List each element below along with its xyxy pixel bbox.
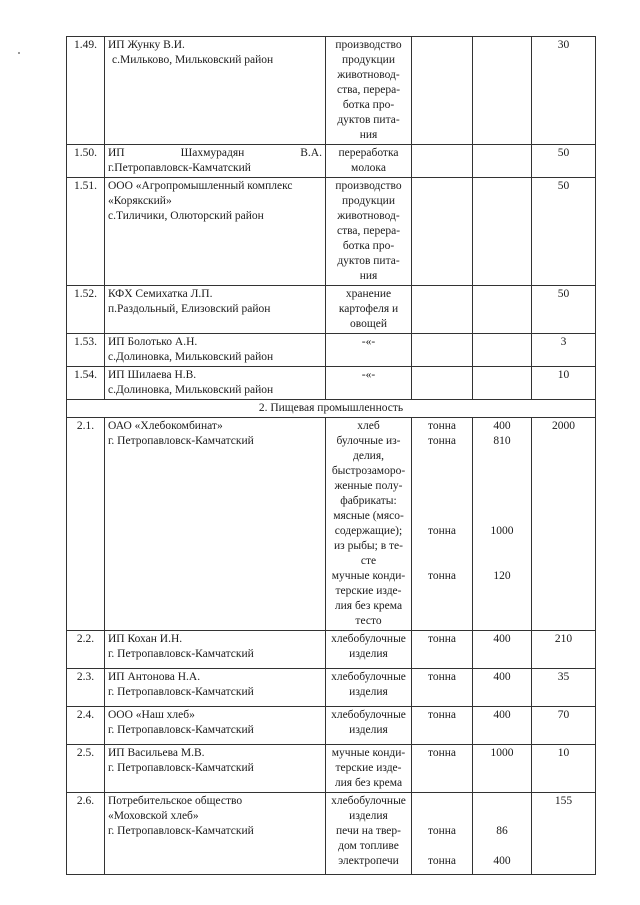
activity-type: хлебобулочные изделия печи на твер- дом топливе электропечи	[326, 793, 412, 875]
enterprise-name: ИП Болотько А.Н. с.Долиновка, Мильковский район	[105, 334, 326, 367]
enterprise-name: ИП Шилаева Н.В. с.Долиновка, Мильковский район	[105, 367, 326, 400]
table-row	[67, 707, 596, 745]
employee-count: 155	[532, 793, 596, 875]
table-row	[67, 631, 596, 669]
row-number: 2.1.	[67, 418, 105, 631]
activity-type: переработка молока	[326, 145, 412, 178]
table-row	[67, 793, 596, 875]
unit-cell	[412, 37, 473, 145]
row-number: 2.2.	[67, 631, 105, 669]
unit-cell: тонна	[412, 669, 473, 707]
capacity-cell: 400	[473, 631, 532, 669]
capacity-cell: 400	[473, 707, 532, 745]
unit-cell: тонна	[412, 631, 473, 669]
activity-type: -«-	[326, 367, 412, 400]
row-number: 1.49.	[67, 37, 105, 145]
unit-cell	[412, 145, 473, 178]
enterprise-name: ОАО «Хлебокомбинат» г. Петропавловск-Камчатский	[105, 418, 326, 631]
capacity-cell	[473, 37, 532, 145]
unit-cell: тонна	[412, 707, 473, 745]
capacity-cell: 400 810 1000 120	[473, 418, 532, 631]
unit-cell	[412, 178, 473, 286]
row-number: 1.54.	[67, 367, 105, 400]
employee-count: 2000	[532, 418, 596, 631]
table-row	[67, 418, 596, 631]
employee-count: 50	[532, 178, 596, 286]
capacity-cell: 86 400	[473, 793, 532, 875]
activity-type: -«-	[326, 334, 412, 367]
employee-count: 50	[532, 145, 596, 178]
row-number: 2.5.	[67, 745, 105, 793]
unit-cell: тонна тонна	[412, 793, 473, 875]
capacity-cell: 400	[473, 669, 532, 707]
employee-count: 70	[532, 707, 596, 745]
capacity-cell: 1000	[473, 745, 532, 793]
employee-count: 3	[532, 334, 596, 367]
table-row	[67, 145, 596, 178]
activity-type: мучные конди- терские изде- лия без крема	[326, 745, 412, 793]
enterprise-name: ИП Шахмурадян В.А. г.Петропавловск-Камчатский	[105, 145, 326, 178]
activity-type: производство продукции животновод- ства, перера- ботка про- дуктов пита- ния	[326, 37, 412, 145]
section-row	[67, 400, 596, 418]
section-title: 2. Пищевая промышленность	[67, 400, 596, 418]
activity-type: хлеб булочные из- делия, быстрозаморо- женные полу- фабрикаты: мясные (мясо- содержащие); из рыбы; в те- сте мучные конди- терские изде- лия без крема тесто	[326, 418, 412, 631]
employee-count: 35	[532, 669, 596, 707]
row-number: 2.4.	[67, 707, 105, 745]
scan-speck	[18, 52, 20, 54]
row-number: 1.52.	[67, 286, 105, 334]
employee-count: 10	[532, 367, 596, 400]
enterprise-registry-table	[66, 36, 596, 875]
activity-type: хлебобулочные изделия	[326, 631, 412, 669]
capacity-cell	[473, 286, 532, 334]
activity-type: хлебобулочные изделия	[326, 707, 412, 745]
capacity-cell	[473, 145, 532, 178]
table-row	[67, 367, 596, 400]
capacity-cell	[473, 178, 532, 286]
unit-cell	[412, 334, 473, 367]
table-row	[67, 286, 596, 334]
row-number: 1.51.	[67, 178, 105, 286]
table-row	[67, 37, 596, 145]
enterprise-name: ООО «Агропромышленный комплекс «Корякский» с.Тиличики, Олюторский район	[105, 178, 326, 286]
unit-cell	[412, 367, 473, 400]
row-number: 2.6.	[67, 793, 105, 875]
row-number: 2.3.	[67, 669, 105, 707]
activity-type: хранение картофеля и овощей	[326, 286, 412, 334]
unit-cell	[412, 286, 473, 334]
enterprise-name: КФХ Семихатка Л.П. п.Раздольный, Елизовский район	[105, 286, 326, 334]
enterprise-name: ООО «Наш хлеб» г. Петропавловск-Камчатский	[105, 707, 326, 745]
employee-count: 210	[532, 631, 596, 669]
unit-cell: тонна	[412, 745, 473, 793]
table-row	[67, 178, 596, 286]
enterprise-name: ИП Васильева М.В. г. Петропавловск-Камчатский	[105, 745, 326, 793]
capacity-cell	[473, 367, 532, 400]
table-row	[67, 745, 596, 793]
capacity-cell	[473, 334, 532, 367]
table-row	[67, 334, 596, 367]
enterprise-name: Потребительское общество «Моховской хлеб» г. Петропавловск-Камчатский	[105, 793, 326, 875]
activity-type: хлебобулочные изделия	[326, 669, 412, 707]
row-number: 1.53.	[67, 334, 105, 367]
table-row	[67, 669, 596, 707]
row-number: 1.50.	[67, 145, 105, 178]
unit-cell: тонна тонна тонна тонна	[412, 418, 473, 631]
enterprise-name: ИП Кохан И.Н. г. Петропавловск-Камчатский	[105, 631, 326, 669]
employee-count: 50	[532, 286, 596, 334]
employee-count: 30	[532, 37, 596, 145]
employee-count: 10	[532, 745, 596, 793]
enterprise-name: ИП Жунку В.И. с.Мильково, Мильковский район	[105, 37, 326, 145]
enterprise-name: ИП Антонова Н.А. г. Петропавловск-Камчатский	[105, 669, 326, 707]
activity-type: производство продукции животновод- ства, перера- ботка про- дуктов пита- ния	[326, 178, 412, 286]
